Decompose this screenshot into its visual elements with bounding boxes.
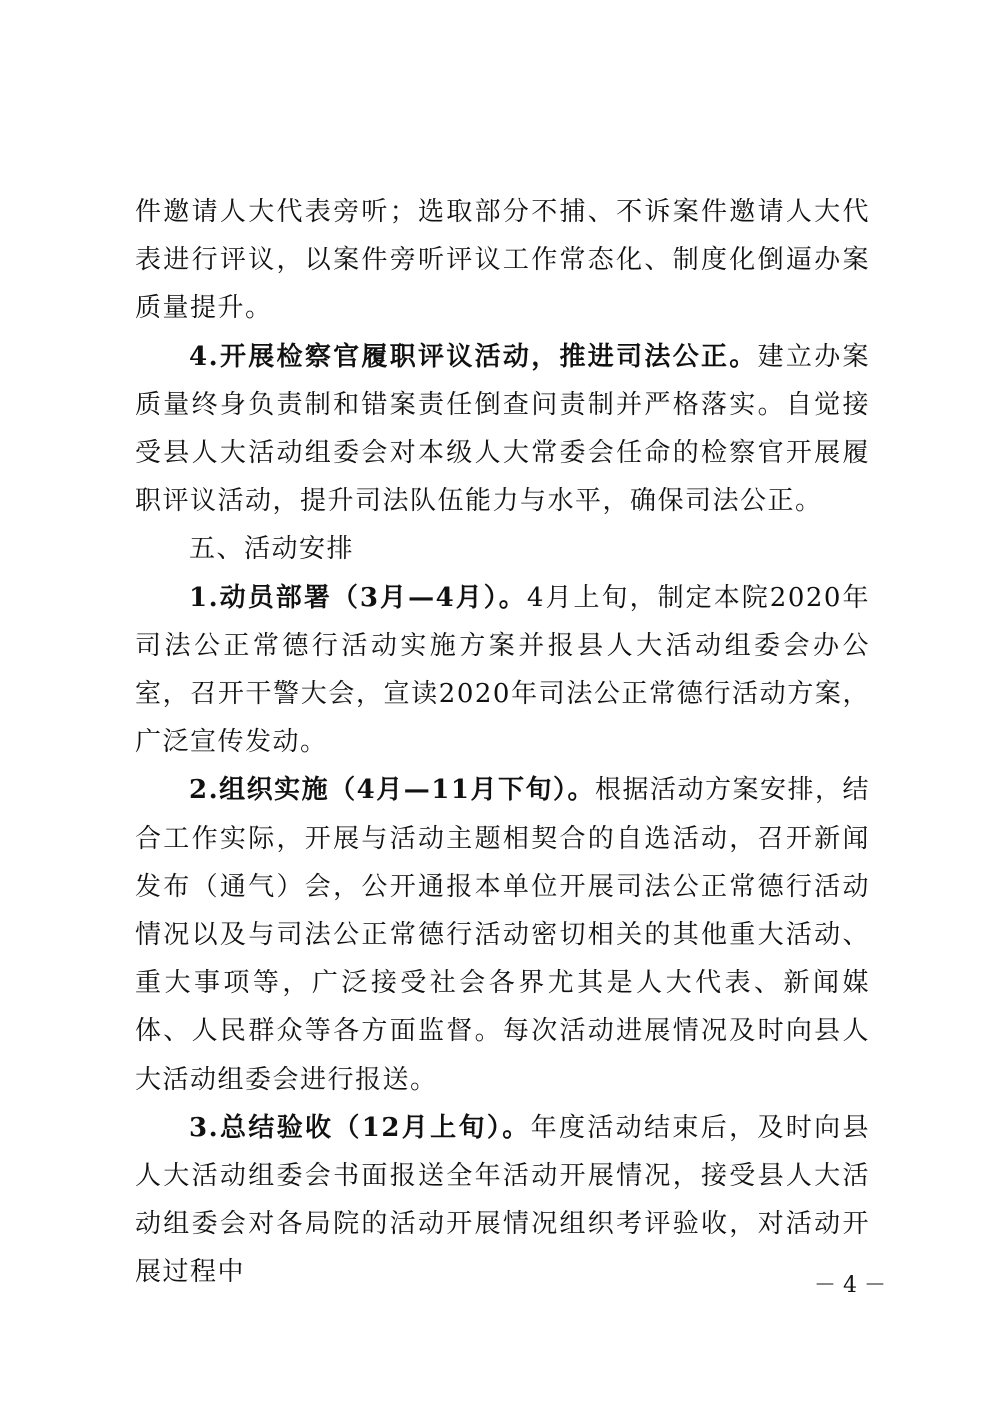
paragraph-item-2 [135,766,870,1103]
heading-text: 五、活动安排 [189,534,355,565]
paragraph-text: 年度活动结束后，及时向县人大活动组委会书面报送全年活动开展情况，接受县人大活动组委会对各局院的活动开展情况组织考评验收，对活动开展过程中 [135,1112,870,1288]
body-text [135,188,870,1297]
section-heading [135,525,870,573]
paragraph-text: 件邀请人大代表旁听；选取部分不捕、不诉案件邀请人大代表进行评议，以案件旁听评议工作常态化、制度化倒逼办案质量提升。 [135,197,870,324]
page-number: － 4 － [814,1273,886,1298]
paragraph-item-1 [135,574,870,767]
paragraph-bold-lead: 3.总结验收（12月上旬）。 [189,1112,531,1143]
paragraph-continuation [135,188,870,333]
paragraph-text: 根据活动方案安排，结合工作实际，开展与活动主题相契合的自选活动，召开新闻发布（通气）会，公开通报本单位开展司法公正常德行活动情况以及与司法公正常德行活动密切相关的其他重大活动、重大事项等，广泛接受社会各界尤其是人大代表、新闻媒体、人民群众等各方面监督。每次活动进展情况及时向县人大活动组委会进行报送。 [135,775,870,1095]
paragraph-item-4 [135,333,870,526]
paragraph-bold-lead: 2.组织实施（4月—11月下旬）。 [189,775,595,806]
paragraph-text: 4月上旬，制定本院2020年司法公正常德行活动实施方案并报县人大活动组委会办公室，召开干警大会，宣读2020年司法公正常德行活动方案，广泛宣传发动。 [135,582,871,758]
paragraph-bold-lead: 1.动员部署（3月—4月）。 [189,582,527,613]
paragraph-text: 建立办案质量终身负责制和错案责任倒查问责制并严格落实。自觉接受县人大活动组委会对本级人大常委会任命的检察官开展履职评议活动，提升司法队伍能力与水平，确保司法公正。 [135,341,870,517]
paragraph-bold-lead: 4.开展检察官履职评议活动，推进司法公正。 [189,341,758,372]
